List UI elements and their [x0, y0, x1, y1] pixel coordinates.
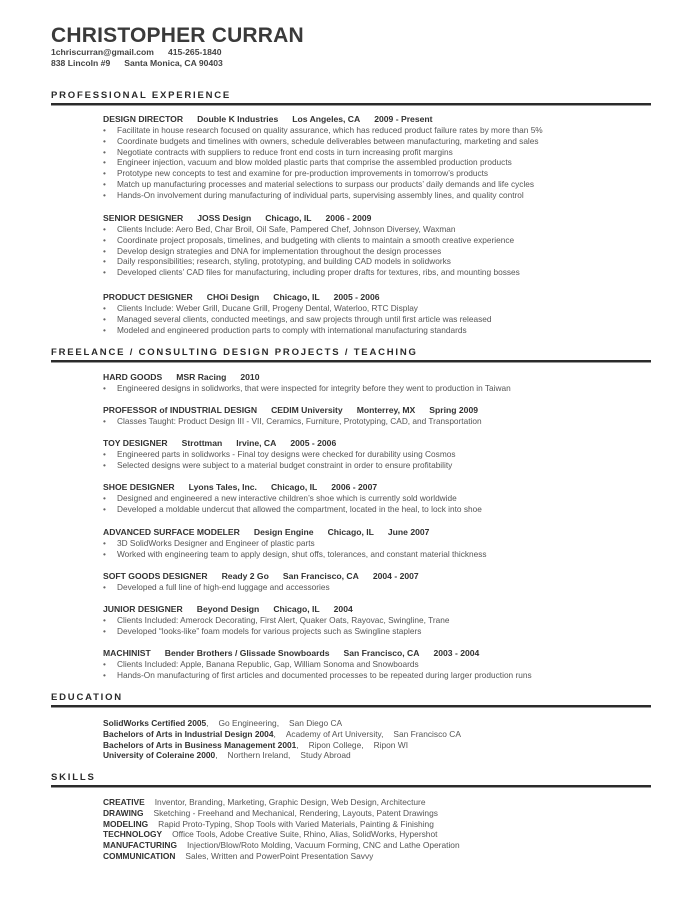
- job-company: Double K Industries: [197, 114, 279, 124]
- skill-entry: [103, 797, 643, 808]
- contact-line-1: [51, 47, 221, 57]
- bullet-item: • Classes Taught: Product Design III - VII, Ceramics, Furniture, Prototyping, CAD, and Transportation: [103, 416, 663, 427]
- job-bullets: [103, 659, 663, 681]
- bullet-item: • Developed a full line of high-end luggage and accessories: [103, 582, 663, 593]
- job-heading: [103, 292, 663, 303]
- skill-entry: [103, 851, 643, 862]
- bullet-item: • Clients Include: Weber Grill, Ducane Grill, Progeny Dental, Waterloo, RTC Display: [103, 303, 663, 314]
- job-company: Bender Brothers / Glissade Snowboards: [164, 648, 330, 658]
- job-bullets: [103, 493, 663, 515]
- job-heading: [103, 372, 663, 383]
- degree: University of Coleraine 2000: [103, 750, 216, 761]
- candidate-name: CHRISTOPHER CURRAN: [51, 24, 304, 47]
- job-title: HARD GOODS: [103, 372, 163, 382]
- skill-category: MODELING: [103, 818, 149, 829]
- job-title: TOY DESIGNER: [103, 438, 168, 448]
- skill-category: MANUFACTURING: [103, 840, 177, 851]
- bullet-item: • Developed a moldable undercut that allowed the compartment, located in the heal, to lock into shoe: [103, 504, 663, 515]
- job-company: CEDIM University: [271, 405, 343, 415]
- bullet-item: • Develop design strategies and DNA for implementation throughout the design processes: [103, 246, 663, 257]
- bullet-item: • Engineer injection, vacuum and blow molded plastic parts that comprise the assembled production products: [103, 157, 663, 168]
- job-heading: [103, 571, 663, 582]
- skill-entry: [103, 808, 643, 819]
- job-dates: 2009 - Present: [374, 114, 433, 124]
- section-divider: [51, 705, 651, 708]
- bullet-item: • Developed “looks-like” foam models for various projects such as Swingline staplers: [103, 626, 663, 637]
- skill-values: Office Tools, Adobe Creative Suite, Rhino, Alias, SolidWorks, Hypershot: [172, 829, 438, 840]
- job-entry: [103, 213, 663, 278]
- bullet-item: • Clients Included: Apple, Banana Republic, Gap, William Sonoma and Snowboards: [103, 659, 663, 670]
- job-entry: [103, 604, 663, 637]
- skill-category: COMMUNICATION: [103, 850, 176, 861]
- job-heading: [103, 213, 663, 224]
- bullet-item: • Coordinate project proposals, timelines, and budgeting with clients to maintain a smooth creative experience: [103, 235, 663, 246]
- job-title: SENIOR DESIGNER: [103, 213, 184, 223]
- section-title: PROFESSIONAL EXPERIENCE: [51, 90, 232, 101]
- bullet-item: • Designed and engineered a new interactive children’s shoe which is currently sold worldwide: [103, 493, 663, 504]
- job-location: Chicago, IL: [273, 292, 320, 302]
- job-location: Los Angeles, CA: [292, 114, 361, 124]
- job-dates: Spring 2009: [429, 405, 478, 415]
- bullet-item: • 3D SolidWorks Designer and Engineer of plastic parts: [103, 538, 663, 549]
- bullet-item: • Hands-On manufacturing of first articles and documented processes to be repeated during larger production runs: [103, 670, 663, 681]
- job-title: JUNIOR DESIGNER: [103, 604, 183, 614]
- job-bullets: [103, 125, 663, 201]
- job-bullets: [103, 303, 663, 335]
- skill-category: CREATIVE: [103, 797, 145, 807]
- job-company: Strottman: [181, 438, 223, 448]
- place: San Diego CA: [289, 718, 343, 728]
- phone: 415-265-1840: [167, 47, 222, 57]
- job-entry: [103, 527, 663, 560]
- job-dates: 2004 - 2007: [372, 571, 419, 581]
- job-title: SOFT GOODS DESIGNER: [103, 571, 208, 581]
- place: Study Abroad: [300, 750, 351, 761]
- degree: Bachelors of Arts in Industrial Design 2004: [103, 728, 274, 739]
- bullet-item: • Clients Included: Amerock Decorating, First Alert, Quaker Oats, Rayovac, Swingline, Trane: [103, 615, 663, 626]
- education-list: [103, 718, 643, 761]
- section-title: SKILLS: [51, 772, 96, 783]
- job-company: MSR Racing: [176, 372, 227, 382]
- school: Go Engineering,: [218, 718, 280, 728]
- job-entry: [103, 405, 663, 427]
- job-dates: June 2007: [387, 527, 430, 537]
- skill-category: DRAWING: [103, 807, 144, 818]
- job-title: PROFESSOR of INDUSTRIAL DESIGN: [103, 405, 258, 415]
- job-bullets: [103, 582, 663, 593]
- job-dates: 2003 - 2004: [433, 648, 480, 658]
- education-entry: Bachelors of Arts in Business Management 2001, Ripon College, Ripon WI: [103, 739, 409, 750]
- bullet-item: • Managed several clients, conducted meetings, and saw projects through until first article was released: [103, 314, 663, 325]
- education-entry: Bachelors of Arts in Industrial Design 2004, Academy of Art University, San Francisco CA: [103, 728, 461, 739]
- job-entry: [103, 571, 663, 593]
- job-company: Lyons Tales, Inc.: [188, 482, 257, 492]
- skill-values: Injection/Blow/Roto Molding, Vacuum Forming, CNC and Lathe Operation: [186, 840, 460, 851]
- job-title: SHOE DESIGNER: [103, 482, 175, 492]
- job-title: PRODUCT DESIGNER: [103, 292, 193, 302]
- skill-values: Inventor, Branding, Marketing, Graphic Design, Web Design, Architecture: [154, 797, 426, 807]
- job-location: Irvine, CA: [236, 438, 277, 448]
- job-heading: [103, 405, 663, 416]
- job-location: San Francisco, CA: [282, 571, 359, 581]
- job-title: MACHINIST: [103, 648, 151, 658]
- school: Ripon College,: [308, 739, 364, 750]
- bullet-item: • Prototype new concepts to test and examine for pre-production improvements in tomorrow’s products: [103, 168, 663, 179]
- job-bullets: [103, 538, 663, 560]
- job-entry: [103, 372, 663, 394]
- bullet-item: • Hands-On involvement during manufacturing of individual parts, supervising assembly lines, and quality control: [103, 190, 663, 201]
- section-education: [51, 692, 651, 706]
- section-skills: [51, 772, 651, 786]
- section-divider: [51, 360, 651, 363]
- job-location: Chicago, IL: [273, 604, 320, 614]
- job-title: ADVANCED SURFACE MODELER: [103, 527, 240, 537]
- section-divider: [51, 785, 651, 788]
- job-dates: 2006 - 2009: [325, 213, 372, 223]
- job-entry: [103, 114, 663, 201]
- job-location: San Francisco, CA: [343, 648, 420, 658]
- bullet-item: • Negotiate contracts with suppliers to reduce front end costs in turn increasing profit margins: [103, 147, 663, 158]
- job-heading: [103, 648, 663, 659]
- bullet-item: • Daily responsibilities; research, styling, prototyping, and building CAD models in solidworks: [103, 256, 663, 267]
- bullet-item: • Match up manufacturing processes and material selections to surpass our products’ daily demands and life cycles: [103, 179, 663, 190]
- education-entry: SolidWorks Certified 2005, Go Engineering, San Diego CA: [103, 718, 343, 728]
- job-location: Chicago, IL: [327, 527, 374, 537]
- bullet-item: • Developed clients’ CAD files for manufacturing, including proper drafts for textures, ribs, and mounting bosses: [103, 267, 663, 278]
- skill-values: Sketching - Freehand and Mechanical, Rendering, Layouts, Patent Drawings: [153, 807, 438, 818]
- job-heading: [103, 114, 663, 125]
- education-entry: University of Coleraine 2000, Northern Ireland, Study Abroad: [103, 750, 351, 761]
- bullet-item: • Worked with engineering team to apply design, shut offs, tolerances, and constant material thickness: [103, 549, 663, 560]
- skill-values: Rapid Proto-Typing, Shop Tools with Varied Materials, Painting & Finishing: [158, 818, 434, 829]
- bullet-item: • Engineered parts in solidworks - Final toy designs were checked for durability using Cosmos: [103, 449, 663, 460]
- skill-category: TECHNOLOGY: [103, 829, 163, 840]
- job-company: Design Engine: [253, 527, 314, 537]
- job-title: DESIGN DIRECTOR: [103, 114, 184, 124]
- job-heading: [103, 527, 663, 538]
- street-address: 838 Lincoln #9: [51, 58, 111, 68]
- section-title: FREELANCE / CONSULTING DESIGN PROJECTS / TEACHING: [51, 347, 418, 358]
- school: Northern Ireland,: [227, 750, 291, 761]
- school: Academy of Art University,: [285, 728, 384, 739]
- job-dates: 2004: [333, 604, 353, 614]
- job-location: Chicago, IL: [270, 482, 318, 492]
- job-company: Beyond Design: [196, 604, 260, 614]
- bullet-item: • Facilitate in house research focused on quality assurance, which has reduced product failure rates by more than 5%: [103, 125, 663, 136]
- job-entry: [103, 482, 663, 515]
- degree: SolidWorks Certified 2005: [103, 718, 207, 728]
- skill-values: Sales, Written and PowerPoint Presentation Savvy: [185, 850, 374, 861]
- skill-entry: [103, 819, 643, 830]
- job-dates: 2006 - 2007: [331, 482, 378, 492]
- skills-list: [103, 797, 643, 862]
- job-bullets: [103, 449, 663, 471]
- email: 1chriscurran@gmail.com: [51, 47, 154, 57]
- job-heading: [103, 604, 663, 615]
- job-heading: [103, 482, 663, 493]
- job-location: Chicago, IL: [265, 213, 312, 223]
- bullet-item: • Clients Include: Aero Bed, Char Broil, Oil Safe, Pampered Chef, Johnson Diversey, Waxman: [103, 224, 663, 235]
- job-location: Monterrey, MX: [356, 405, 416, 415]
- city-state-zip: Santa Monica, CA 90403: [124, 58, 223, 68]
- bullet-item: • Coordinate budgets and timelines with owners, schedule deliverables between manufacturing, marketing and sales: [103, 136, 663, 147]
- bullet-item: • Engineered designs in solidworks, that were inspected for integrity before they went to production in Taiwan: [103, 383, 663, 394]
- job-bullets: [103, 383, 663, 394]
- job-entry: [103, 292, 663, 335]
- job-dates: 2005 - 2006: [333, 292, 380, 302]
- job-heading: [103, 438, 663, 449]
- bullet-item: • Selected designs were subject to a material budget constraint in order to ensure profitability: [103, 460, 663, 471]
- job-dates: 2010: [240, 372, 260, 382]
- job-bullets: [103, 224, 663, 278]
- skill-entry: [103, 840, 643, 851]
- place: Ripon WI: [373, 739, 409, 750]
- job-dates: 2005 - 2006: [290, 438, 337, 448]
- job-entry: [103, 438, 663, 471]
- job-bullets: [103, 416, 663, 427]
- job-company: Ready 2 Go: [221, 571, 269, 581]
- job-bullets: [103, 615, 663, 637]
- contact-line-2: [51, 58, 223, 68]
- job-entry: [103, 648, 663, 681]
- degree: Bachelors of Arts in Business Management 2001: [103, 739, 297, 750]
- section-professional-experience: [51, 90, 651, 104]
- job-company: JOSS Design: [197, 213, 252, 223]
- place: San Francisco CA: [393, 728, 461, 739]
- skill-entry: [103, 829, 643, 840]
- section-freelance: [51, 347, 651, 361]
- section-divider: [51, 103, 651, 106]
- bullet-item: • Modeled and engineered production parts to comply with international manufacturing standards: [103, 325, 663, 336]
- job-company: CHOi Design: [206, 292, 260, 302]
- section-title: EDUCATION: [51, 692, 123, 703]
